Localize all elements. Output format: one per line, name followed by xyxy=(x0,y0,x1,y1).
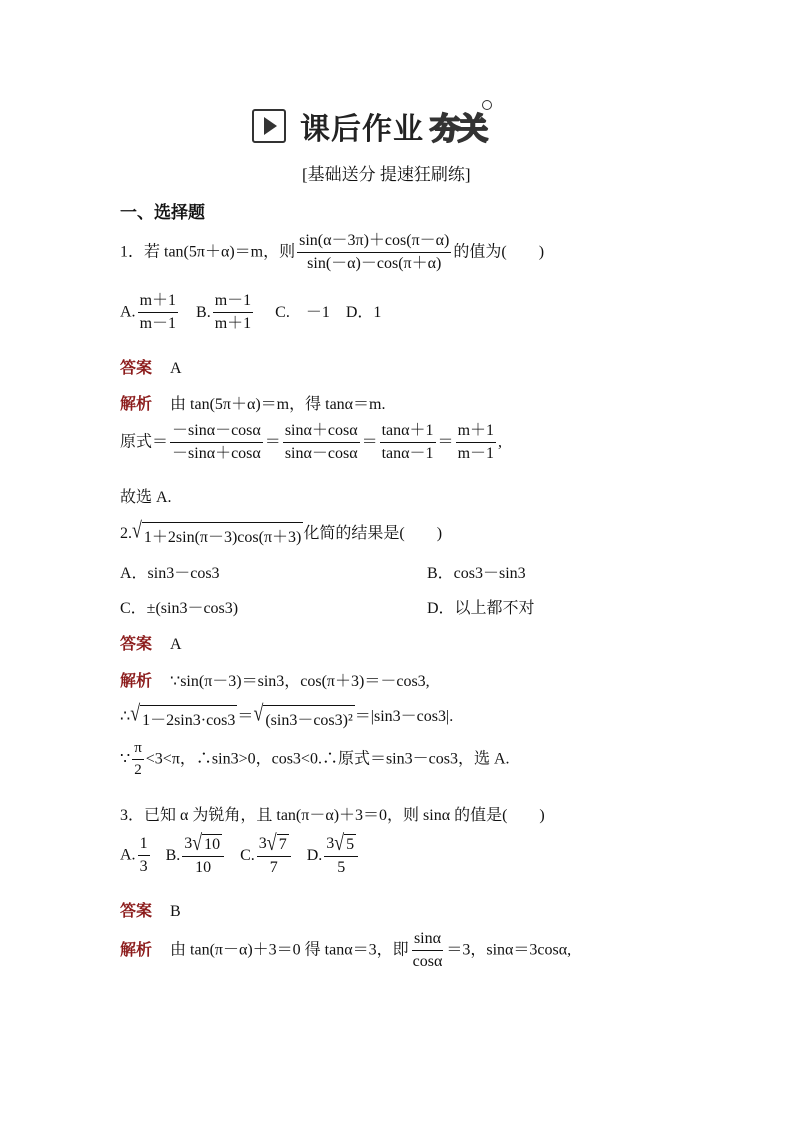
q3-optB-rad: 10 xyxy=(204,836,221,853)
q3-optB-den: 10 xyxy=(195,859,212,877)
logo-dot-icon xyxy=(482,100,492,110)
q3-optD-label: D. xyxy=(306,846,323,864)
q2-num: 2. xyxy=(120,525,132,542)
q2-l2-pre: ∴ xyxy=(120,708,131,725)
q3-analysis xyxy=(120,930,571,972)
q2-analysis-label: 解析 xyxy=(120,671,153,690)
q1-fraction xyxy=(297,232,451,274)
q1-optB-label: B. xyxy=(196,303,211,321)
page-header xyxy=(252,104,486,148)
q3-answer-value: B xyxy=(170,903,181,920)
q3-optA-frac xyxy=(138,835,150,877)
q1-analysis-text: 由 tan(5π＋α)＝m，得 tanα＝m. xyxy=(170,396,386,413)
q3-optA-label: A. xyxy=(120,846,136,864)
q1-optB-den: m＋1 xyxy=(214,315,252,333)
q2-stem xyxy=(120,517,443,547)
sqrt-icon: √ xyxy=(130,700,141,726)
q3-optC-den: 7 xyxy=(269,859,278,877)
q2-stem-post: 化简的结果是( ) xyxy=(303,525,443,542)
q2-line2 xyxy=(120,700,454,730)
q2-analysis-text: ∵sin(π－3)＝sin3，cos(π＋3)＝－cos3, xyxy=(170,673,430,690)
q2-optC: C．±(sin3－cos3) xyxy=(120,600,239,617)
q1-eq-3: ＝ xyxy=(437,433,454,451)
q1-optA-frac xyxy=(138,292,178,334)
q1-frac-den: sin(－α)－cos(π＋α) xyxy=(307,255,442,273)
q3-optB-sqrt xyxy=(192,830,222,856)
q2-l3-pre: ∵ xyxy=(120,750,131,768)
q3-optD-coef: 3 xyxy=(326,834,335,852)
q3-optC-coef: 3 xyxy=(258,834,267,852)
q2-l2-sqrt2 xyxy=(253,700,354,730)
play-icon xyxy=(252,109,286,143)
q2-l2-sqrt1 xyxy=(130,700,237,730)
q2-answer xyxy=(120,631,182,654)
q1-conclusion: 故选 A. xyxy=(120,489,172,506)
q1-optCD: C. －1 D．1 xyxy=(275,303,382,321)
q3-optD-sqrt xyxy=(334,830,356,856)
q1-frac-num: sin(α－3π)＋cos(π－α) xyxy=(297,232,451,253)
q1-f4-den: m－1 xyxy=(457,445,495,463)
sqrt-icon: √ xyxy=(253,700,264,726)
q3-optB-label: B. xyxy=(165,846,181,864)
q1-comma: , xyxy=(498,433,503,451)
q3-analysis-pre: 由 tan(π－α)＋3＝0 得 tanα＝3，即 xyxy=(170,941,409,959)
q2-l2-rad1: 1－2sin3·cos3 xyxy=(140,705,237,730)
header-title: 课后作业 xyxy=(300,112,424,147)
q1-stem-post: 的值为( ) xyxy=(453,243,545,261)
q3-optB-frac xyxy=(182,830,224,878)
q3-optC-label: C. xyxy=(240,846,255,864)
q2-l2-post: ＝|sin3－cos3|. xyxy=(354,708,454,725)
q2-optB: B．cos3－sin3 xyxy=(427,565,526,582)
q3-optD-den: 5 xyxy=(337,859,346,877)
q2-optD: D．以上都不对 xyxy=(427,600,535,617)
q3-answer-label: 答案 xyxy=(120,901,153,920)
q2-answer-value: A xyxy=(170,636,182,653)
header-logo xyxy=(430,104,486,148)
q3-analysis-post: ＝3，sinα＝3cosα, xyxy=(446,941,572,959)
q2-l3-frac-den: 2 xyxy=(134,762,142,779)
q3-optD-frac xyxy=(324,830,358,878)
q1-answer-value: A xyxy=(170,360,182,377)
q3-optC-rad: 7 xyxy=(278,836,287,853)
q1-options xyxy=(120,292,381,334)
q3-a-frac-num: sinα xyxy=(412,930,443,951)
q1-f3 xyxy=(380,422,436,464)
sqrt-icon: √ xyxy=(192,830,203,856)
q3-optB-coef: 3 xyxy=(184,834,193,852)
q1-f2-num: sinα＋cosα xyxy=(283,422,360,443)
q1-optB-num: m－1 xyxy=(213,292,253,313)
q2-l2-eq: ＝ xyxy=(237,708,254,725)
q2-line3 xyxy=(120,740,510,780)
q1-analysis xyxy=(120,391,386,414)
header-subtitle: [基础送分 提速狂刷练] xyxy=(302,165,471,184)
q1-answer xyxy=(120,355,182,378)
q3-optC-sqrt xyxy=(266,830,289,856)
q1-optA-label: A. xyxy=(120,303,136,321)
q1-analysis-label: 解析 xyxy=(120,394,153,413)
q1-f4-num: m＋1 xyxy=(456,422,496,443)
q1-f2-den: sinα－cosα xyxy=(284,445,358,463)
q1-derivation xyxy=(120,422,502,464)
q2-radicand: 1＋2sin(π－3)cos(π＋3) xyxy=(142,522,303,547)
q2-analysis xyxy=(120,668,430,691)
q3-answer xyxy=(120,898,181,921)
q1-optB-frac xyxy=(213,292,253,334)
q1-f3-num: tanα＋1 xyxy=(380,422,436,443)
q1-optA-num: m＋1 xyxy=(138,292,178,313)
q1-f1 xyxy=(170,422,263,464)
q2-l3-frac-num: π xyxy=(132,740,144,760)
q1-answer-label: 答案 xyxy=(120,358,153,377)
section-title: 一、选择题 xyxy=(120,203,205,223)
q2-l3-frac xyxy=(132,740,144,780)
q3-optD-num xyxy=(324,830,358,857)
q1-f1-num: －sinα－cosα xyxy=(170,422,263,443)
q1-stem xyxy=(120,232,544,274)
q3-optC-frac xyxy=(257,830,291,878)
q1-stem-pre: 1．若 tan(5π＋α)＝m，则 xyxy=(120,243,296,261)
q2-sqrt xyxy=(132,517,303,547)
q3-optC-num xyxy=(257,830,291,857)
q3-options xyxy=(120,830,360,878)
sqrt-icon: √ xyxy=(334,830,345,856)
q2-l3-post: <3<π，∴sin3>0，cos3<0.∴原式＝sin3－cos3，选 A. xyxy=(145,750,510,768)
q3-optA-den: 3 xyxy=(139,858,148,876)
q1-eq-1: ＝ xyxy=(264,433,281,451)
q3-analysis-label: 解析 xyxy=(120,939,153,959)
q3-stem: 3．已知 α 为锐角，且 tan(π－α)＋3＝0，则 sinα 的值是( ) xyxy=(120,807,545,824)
q1-f1-den: －sinα＋cosα xyxy=(172,445,261,463)
q2-answer-label: 答案 xyxy=(120,634,153,653)
q3-optD-rad: 5 xyxy=(346,836,355,853)
q1-f3-den: tanα－1 xyxy=(381,445,434,463)
q1-f2 xyxy=(283,422,360,464)
q1-eq-2: ＝ xyxy=(361,433,378,451)
q2-optA: A．sin3－cos3 xyxy=(120,565,220,582)
sqrt-icon: √ xyxy=(266,830,277,856)
q1-ys-pre: 原式＝ xyxy=(120,433,169,451)
q3-analysis-frac xyxy=(411,930,445,972)
q3-optA-num: 1 xyxy=(138,835,150,856)
q1-optA-den: m－1 xyxy=(139,315,177,333)
q3-optB-num xyxy=(182,830,224,857)
q1-f4 xyxy=(456,422,496,464)
q2-l2-rad2: (sin3－cos3)² xyxy=(263,705,354,730)
logo-text: 夯关 xyxy=(430,112,486,147)
sqrt-icon: √ xyxy=(132,517,142,543)
q3-a-frac-den: cosα xyxy=(412,953,443,971)
